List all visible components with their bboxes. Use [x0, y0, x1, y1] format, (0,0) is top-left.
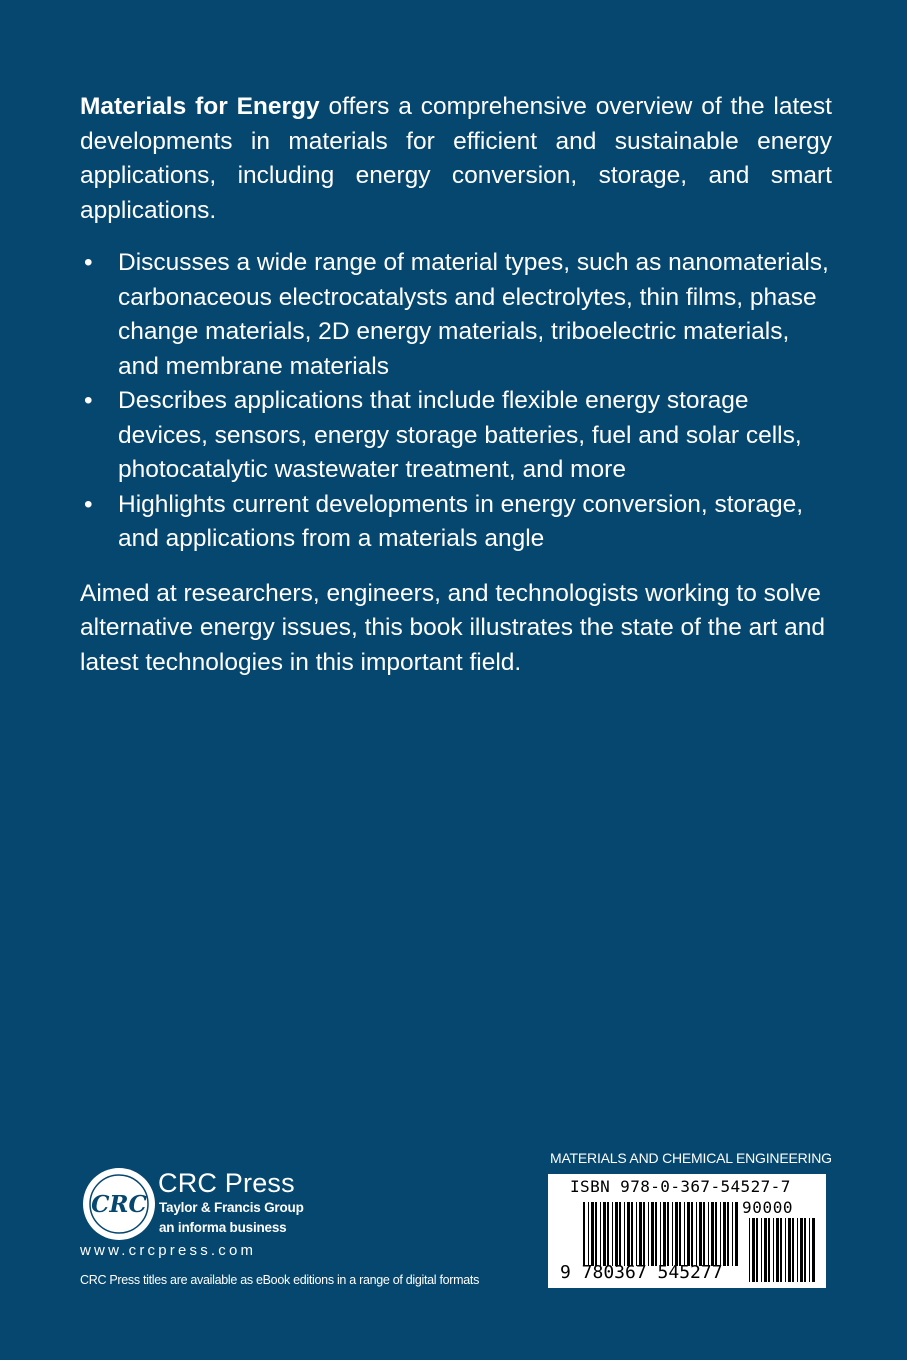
- logo-text: CRC: [91, 1191, 147, 1218]
- bullet-icon: •: [84, 249, 93, 276]
- list-item: [80, 246, 832, 384]
- isbn-addon: 90000: [742, 1198, 794, 1217]
- subject-category: MATERIALS AND CHEMICAL ENGINEERING: [550, 1150, 832, 1166]
- publisher-group: Taylor & Francis Group: [159, 1200, 304, 1215]
- book-title: Materials for Energy: [80, 93, 320, 120]
- back-cover-blurb: [80, 90, 832, 680]
- feature-list: [80, 246, 832, 557]
- publisher-website: www.crcpress.com: [80, 1242, 257, 1259]
- list-item-text: Highlights current developments in energy conversion, storage, and applications from a materials angle: [118, 490, 804, 552]
- addon-barcode-icon: [749, 1218, 815, 1282]
- isbn-barcode: [548, 1174, 826, 1288]
- ebook-note: CRC Press titles are available as eBook editions in a range of digital formats: [80, 1273, 480, 1287]
- closing-paragraph: Aimed at researchers, engineers, and technologists working to solve alternative energy issues, this book illustrates the state of the art and latest technologies in this important field.: [80, 579, 825, 676]
- list-item: [80, 488, 832, 557]
- isbn-label: ISBN 978-0-367-54527-7: [570, 1177, 791, 1196]
- list-item-text: Describes applications that include flexible energy storage devices, sensors, energy storage batteries, fuel and solar cells, photocatalytic wastewater treatment, and more: [118, 387, 802, 483]
- intro-text: offers a comprehensive overview of the latest developments in materials for efficient and sustainable energy applications, including energy conversion, storage, and smart applications.: [80, 93, 832, 224]
- bullet-icon: •: [84, 490, 93, 518]
- list-item: [80, 384, 832, 488]
- publisher-name: CRC Press: [158, 1168, 295, 1198]
- bullet-icon: •: [84, 387, 93, 414]
- barcode-digits: 9 780367 545277: [560, 1262, 723, 1283]
- intro-paragraph: [80, 90, 832, 228]
- list-item-text: Discusses a wide range of material types, such as nanomaterials, carbonaceous electrocatalysts and electrolytes, thin films, phase change materials, 2D energy materials, triboelectric materials, and membrane materials: [118, 249, 829, 380]
- main-barcode-icon: [583, 1202, 738, 1266]
- publisher-informa: an informa business: [159, 1220, 287, 1235]
- crc-logo-icon: [80, 1165, 158, 1243]
